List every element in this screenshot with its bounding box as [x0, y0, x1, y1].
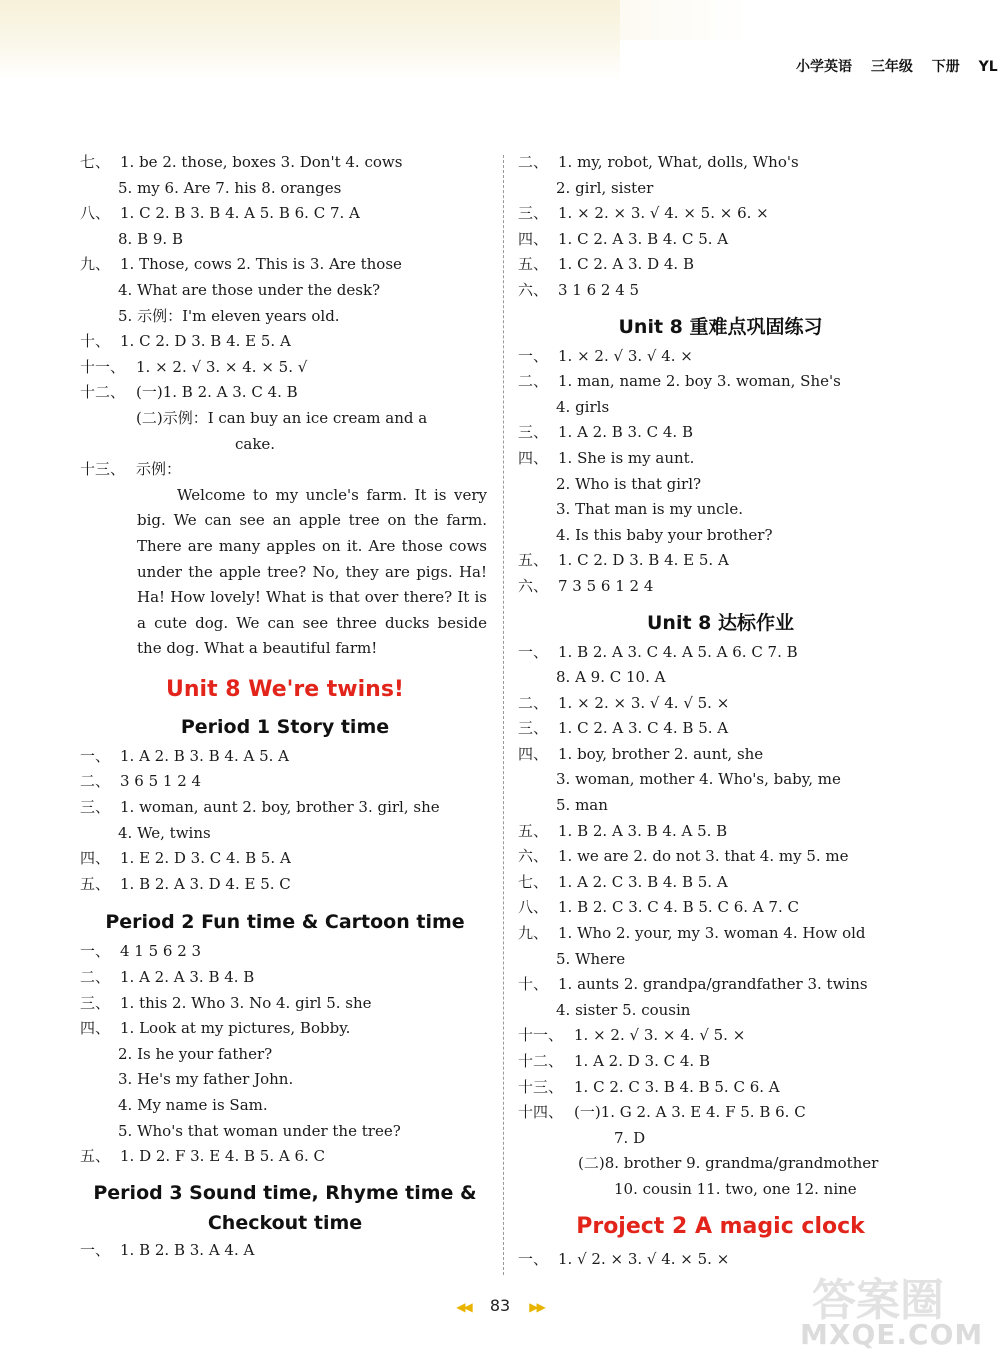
- answer-line: 十三、 1. C 2. C 3. B 4. B 5. C 6. A: [518, 1077, 780, 1096]
- answer-line: 五、 1. D 2. F 3. E 4. B 5. A 6. C: [80, 1147, 326, 1166]
- answer-line: 九、 1. Those, cows 2. This is 3. Are those: [80, 255, 402, 274]
- answer-line: 四、 1. boy, brother 2. aunt, she: [518, 744, 764, 763]
- answer-line: 一、 1. × 2. √ 3. √ 4. ×: [518, 346, 693, 365]
- answer-line: 三、 1. this 2. Who 3. No 4. girl 5. she: [80, 993, 372, 1012]
- answer-line: 四、 1. She is my aunt.: [518, 448, 695, 467]
- header-grade: 三年级: [870, 59, 913, 75]
- answer-line: 五、 1. C 2. A 3. D 4. B: [518, 255, 694, 274]
- answer-line: 一、 4 1 5 6 2 3: [80, 942, 202, 961]
- answer-line: 十一、 1. × 2. √ 3. × 4. √ 5. ×: [518, 1026, 746, 1045]
- answer-line: (二)示例：I can buy an ice cream and a: [136, 408, 428, 427]
- answer-line: 10. cousin 11. two, one 12. nine: [614, 1179, 857, 1198]
- left-column: [80, 150, 490, 1263]
- answer-line: 八、 1. B 2. C 3. C 4. B 5. C 6. A 7. C: [518, 898, 799, 917]
- answer-line: 4. Is this baby your brother?: [556, 525, 773, 544]
- answer-line: 一、 1. B 2. B 3. A 4. A: [80, 1240, 255, 1259]
- header-subject: 小学英语: [796, 59, 852, 75]
- answer-line: 3. woman, mother 4. Who's, baby, me: [556, 770, 841, 789]
- section-title: Unit 8 达标作业: [647, 611, 794, 634]
- answer-line: 5. my 6. Are 7. his 8. oranges: [118, 178, 342, 197]
- answer-line: 七、 1. be 2. those, boxes 3. Don't 4. cows: [80, 153, 403, 171]
- answer-line: 8. B 9. B: [118, 229, 183, 248]
- sample-essay: Welcome to my uncle's farm. It is very big. We can see an apple tree on the farm. There are many apples on it. Are those cows under the apple tree? No, they are pigs. Ha! Ha! How lovely! What is that over there? It is a cute dog. We can see three ducks beside the dog. What a beautiful farm!: [137, 485, 487, 658]
- period-title-cont: Checkout time: [207, 1211, 363, 1234]
- answer-line: 五、 1. B 2. A 3. B 4. A 5. B: [518, 821, 728, 840]
- answer-line: 三、 1. woman, aunt 2. boy, brother 3. girl, she: [80, 798, 440, 817]
- answer-line: 4. girls: [556, 397, 610, 416]
- header-volume: 下册: [931, 59, 960, 75]
- period-title: Period 1 Story time: [180, 715, 390, 738]
- answer-line: 5. Who's that woman under the tree?: [118, 1121, 401, 1140]
- answer-line: 十二、 (一)1. B 2. A 3. C 4. B: [80, 383, 298, 402]
- answer-line: 一、 1. A 2. B 3. B 4. A 5. A: [80, 746, 290, 765]
- answer-line: cake.: [235, 434, 276, 453]
- answer-line: 二、 1. man, name 2. boy 3. woman, She's: [518, 372, 841, 391]
- answer-line: 5. man: [556, 796, 608, 815]
- answer-line: 十三、 示例：: [80, 460, 182, 479]
- period-title: Period 3 Sound time, Rhyme time &: [93, 1181, 477, 1204]
- page-number: 83: [489, 1296, 511, 1315]
- answer-line: 四、 1. E 2. D 3. C 4. B 5. A: [80, 849, 291, 868]
- answer-line: 一、 1. √ 2. × 3. √ 4. × 5. ×: [518, 1249, 730, 1268]
- next-arrows-icon: ▶▶: [529, 1300, 544, 1314]
- answer-line: 7. D: [614, 1128, 646, 1147]
- answer-line: 三、 1. × 2. × 3. √ 4. × 5. × 6. ×: [518, 204, 769, 223]
- answer-line: 十四、 (一)1. G 2. A 3. E 4. F 5. B 6. C: [518, 1103, 806, 1122]
- answer-line: 九、 1. Who 2. your, my 3. woman 4. How old: [518, 924, 866, 943]
- answer-line: 五、 1. C 2. D 3. B 4. E 5. A: [518, 551, 729, 570]
- answer-line: 八、 1. C 2. B 3. B 4. A 5. B 6. C 7. A: [80, 204, 360, 223]
- answer-line: 4. sister 5. cousin: [556, 1000, 691, 1019]
- answer-line: 3. That man is my uncle.: [556, 500, 743, 519]
- answer-line: 七、 1. A 2. C 3. B 4. B 5. A: [518, 872, 728, 891]
- answer-line: 3. He's my father John.: [118, 1070, 294, 1089]
- answer-line: 8. A 9. C 10. A: [556, 668, 666, 687]
- page-footer: [0, 1296, 1000, 1315]
- answer-line: 5. Where: [556, 949, 626, 968]
- answer-line: 2. Who is that girl?: [556, 474, 702, 493]
- answer-line: 四、 1. C 2. A 3. B 4. C 5. A: [518, 229, 729, 248]
- answer-line: 二、 1. A 2. A 3. B 4. B: [80, 968, 255, 987]
- answer-line: 5. 示例：I'm eleven years old.: [118, 306, 340, 325]
- page-header: [796, 56, 998, 76]
- prev-arrows-icon: ◀◀: [456, 1300, 471, 1314]
- answer-line: 二、 1. × 2. × 3. √ 4. √ 5. ×: [518, 693, 730, 712]
- answer-line: 三、 1. A 2. B 3. C 4. B: [518, 423, 693, 442]
- answer-line: 四、 1. Look at my pictures, Bobby.: [80, 1019, 351, 1038]
- answer-line: 2. Is he your father?: [118, 1044, 273, 1063]
- answer-line: 六、 3 1 6 2 4 5: [518, 280, 640, 299]
- watermark-logo: 答案圈: [812, 1275, 944, 1326]
- answer-line: 2. girl, sister: [556, 178, 654, 197]
- answer-line: 三、 1. C 2. A 3. C 4. B 5. A: [518, 719, 729, 738]
- answer-line: 十、 1. C 2. D 3. B 4. E 5. A: [80, 332, 291, 351]
- answer-line: 二、 1. my, robot, What, dolls, Who's: [518, 153, 799, 171]
- answer-line: 4. My name is Sam.: [118, 1096, 268, 1114]
- answer-line: 一、 1. B 2. A 3. C 4. A 5. A 6. C 7. B: [518, 642, 798, 661]
- period-title: Period 2 Fun time & Cartoon time: [105, 911, 465, 934]
- answer-line: 六、 1. we are 2. do not 3. that 4. my 5. me: [518, 847, 849, 866]
- answer-line: 六、 7 3 5 6 1 2 4: [518, 576, 654, 595]
- header-edition: YL: [978, 59, 998, 75]
- project-title: Project 2 A magic clock: [576, 1213, 865, 1239]
- watermark-url: MXQE.COM: [800, 1318, 984, 1351]
- unit-title: Unit 8 We're twins!: [166, 676, 404, 702]
- answer-line: 二、 3 6 5 1 2 4: [80, 772, 202, 791]
- answer-line: 4. We, twins: [118, 823, 211, 842]
- header-background-left: [0, 0, 620, 80]
- answer-line: 4. What are those under the desk?: [118, 280, 381, 299]
- answer-line: 十、 1. aunts 2. grandpa/grandfather 3. twins: [518, 975, 868, 994]
- section-title: Unit 8 重难点巩固练习: [618, 315, 823, 338]
- answer-line: 五、 1. B 2. A 3. D 4. E 5. C: [80, 874, 291, 893]
- column-divider: [503, 155, 504, 1275]
- answer-line: 十一、 1. × 2. √ 3. × 4. × 5. √: [80, 357, 308, 376]
- answer-line: (二)8. brother 9. grandma/grandmother: [578, 1154, 879, 1173]
- right-column: [518, 150, 923, 1272]
- answer-line: 十二、 1. A 2. D 3. C 4. B: [518, 1052, 710, 1070]
